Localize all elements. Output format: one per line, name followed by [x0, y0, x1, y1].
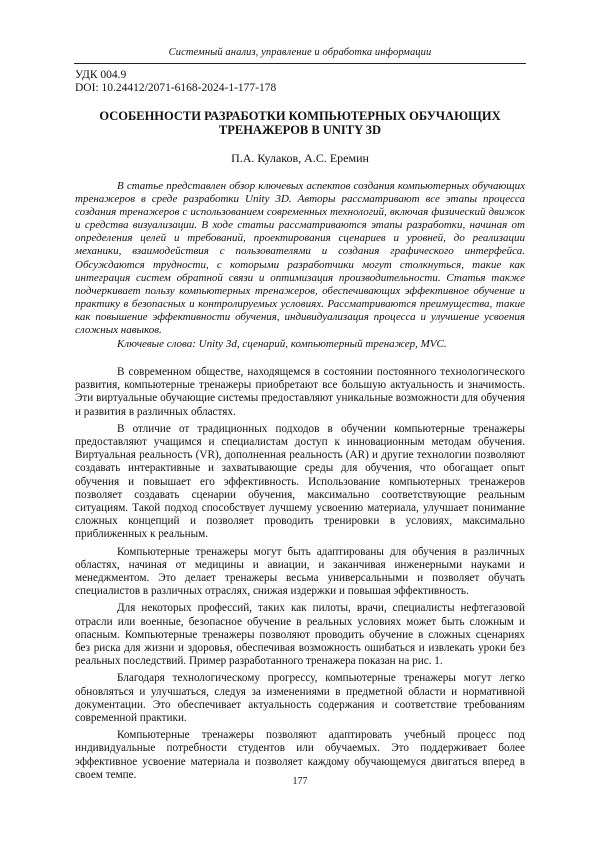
abstract: В статье представлен обзор ключевых аспектов создания компьютерных обучающих тренажеров в среде разработки Unity 3D. Авторы рассматривают все этапы процесса создания тренажеров с использованием современных технологий, включая физический движок и средства визуализации. В ходе статьи рассматриваются этапы разработки, начиная от определения целей и требований, проектирования сценариев и уровней, до реализации механики, взаимодействия с пользователями и создания графического интерфейса. Обсуждаются трудности, с которыми разработчики могут столкнуться, такие как интеграция систем обратной связи и оптимизация производительности. Статья также подчеркивает пользу компьютерных тренажеров, обеспечивающих эффективное обучение и практику в безопасных и контролируемых условиях. Рассматриваются преимущества, такие как повышение эффективности обучения, индивидуализация процесса и улучшение усвоения сложных навыков. [75, 180, 525, 337]
article-title: ОСОБЕННОСТИ РАЗРАБОТКИ КОМПЬЮТЕРНЫХ ОБУЧАЮЩИХ ТРЕНАЖЕРОВ В UNITY 3D [99, 109, 501, 137]
body-paragraph: Компьютерные тренажеры могут быть адаптированы для обучения в различных областях, начиная от медицины и авиации, и заканчивая инженерными науками и менеджментом. Это делает тренажеры весьма универсальными и позволяет обучать специалистов в различных отраслях, снижая издержки и повышая эффективность. [75, 545, 525, 598]
journal-section-header: Системный анализ, управление и обработка информации [168, 47, 432, 58]
body-paragraph: Компьютерные тренажеры позволяют адаптировать учебный процесс под индивидуальные потребности студентов или обучаемых. Это поддерживает более эффективное усвоение материала и позволяет каждому обучающемуся двигаться вперед в своем темпе. [75, 729, 525, 781]
header-divider [74, 63, 526, 64]
page-number: 177 [292, 776, 308, 787]
udc-code: УДК 004.9 [75, 69, 127, 81]
doi[interactable]: DOI: 10.24412/2071-6168-2024-1-177-178 [75, 82, 277, 94]
article-body [75, 366, 525, 786]
article-authors: П.А. Кулаков, А.С. Еремин [231, 151, 369, 165]
keywords: Ключевые слова: Unity 3d, сценарий, компьютерный тренажер, MVC. [117, 338, 447, 350]
body-paragraph: Для некоторых профессий, таких как пилоты, врачи, специалисты нефтегазовой отрасли или военные, безопасное обучение в реальных условиях может быть сложным и опасным. Компьютерные тренажеры позволяют проводить обучение в сложных сценариях без риска для жизни и здоровья, обеспечивая возможность ошибаться и извлекать уроки без реальных последствий. Пример разработанного тренажера показан на рис. 1. [75, 602, 525, 668]
body-paragraph: Благодаря технологическому прогрессу, компьютерные тренажеры могут легко обновляться и улучшаться, следуя за изменениями в предметной области и нормативной документации. Это обеспечивает актуальность содержания и соответствие требованиям современной практики. [75, 672, 525, 725]
body-paragraph: В отличие от традиционных подходов в обучении компьютерные тренажеры предоставляют учащимся и специалистам доступ к инновационным методам обучения. Виртуальная реальность (VR), дополненная реальность (AR) и другие технологии позволяют создавать интерактивные и захватывающие среды для обучения, что обогащает опыт обучения и повышает его эффективность. Использование компьютерных тренажеров позволяет создавать сценарии обучения, максимально соответствующие реальным ситуациям. Такой подход способствует лучшему усвоению материала, улучшает понимание сложных концепций и позволяет проводить тренировки в условиях, максимально приближенных к реальным. [75, 422, 525, 541]
body-paragraph: В современном обществе, находящемся в состоянии постоянного технологического развития, компьютерные тренажеры приобретают все большую актуальность и значимость. Эти виртуальные обучающие системы предоставляют уникальные возможности для обучения и развития в различных областях. [75, 366, 525, 418]
